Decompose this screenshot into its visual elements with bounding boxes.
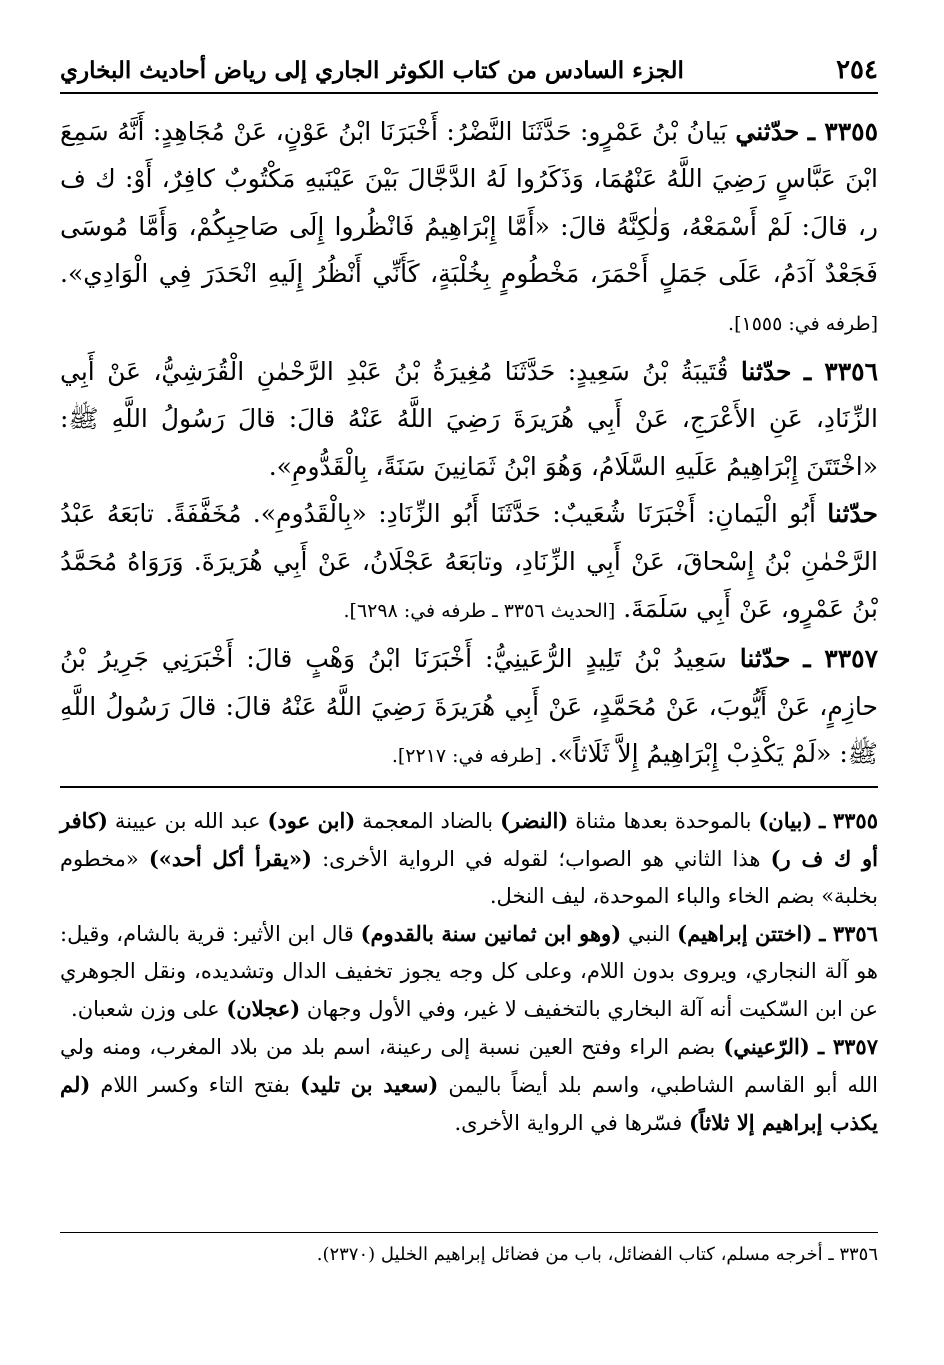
running-title: الجزء السادس من كتاب الكوثر الجاري إلى رياض أحاديث البخاري bbox=[60, 56, 684, 84]
note-keyword: (بيان) bbox=[758, 808, 813, 833]
hadith-opening: حدّثني bbox=[735, 117, 800, 146]
commentary-section bbox=[60, 802, 878, 1142]
hadith-text: بَيانُ بْنُ عَمْرٍو: حَدَّثَنَا النَّضْرُ: أَخْبَرَنَا ابْنُ عَوْنٍ، عَنْ مُجَاهِدٍ: أَنَّهُ سَمِعَ ابْنَ عَبَّاسٍ رَضِيَ اللَّهُ عَنْهُمَا، وَذَكَرُوا لَهُ الدَّجَّالَ بَيْنَ عَيْنَيهِ مَكْتُوبٌ كافِرٌ، أَوْ: ك ف ر، قالَ: لَمْ أَسْمَعْهُ، وَلٰكِنَّهُ قالَ: «أَمَّا إِبْرَاهِيمُ فَانْظُروا إِلَى صَاحِبِكُمْ، وَأَمَّا مُوسَى فَجَعْدٌ آدَمُ، عَلَى جَمَلٍ أَحْمَرَ، مَخْطُومٍ بِخُلْبَةٍ، كَأَنِّي أَنْظُرُ إِلَيهِ انْحَدَرَ فِي الْوَادِي». bbox=[60, 117, 878, 289]
hadith-reference: [طرفه في: ٢٢١٧]. bbox=[391, 745, 542, 768]
hadith-3356 bbox=[60, 348, 878, 490]
note-keyword: (اختتن إبراهيم) bbox=[677, 921, 813, 946]
note-3356 bbox=[60, 915, 878, 1028]
note-keyword: (النضر) bbox=[500, 808, 569, 833]
note-text: بضم الراء وفتح العين نسبة إلى رعينة، اسم بلد من بلاد المغرب، ومنه ولي الله أبو القاسم الشاطبي، واسم بلد أيضاً باليمن bbox=[60, 1035, 878, 1097]
note-text: بالضاد المعجمة bbox=[355, 809, 501, 833]
note-text: هذا الثاني هو الصواب؛ لقوله في الرواية الأخرى: bbox=[311, 847, 771, 871]
footnote: ٣٣٥٦ ـ أخرجه مسلم، كتاب الفضائل، باب من فضائل إبراهيم الخليل (٢٣٧٠). bbox=[316, 1244, 878, 1265]
note-text: بفتح التاء وكسر اللام bbox=[90, 1073, 300, 1097]
note-3355 bbox=[60, 802, 878, 915]
hadith-3357 bbox=[60, 635, 878, 780]
note-number: ٣٣٥٥ ـ bbox=[819, 808, 878, 833]
hadith-number: ٣٣٥٦ ـ bbox=[803, 357, 878, 387]
note-number: ٣٣٥٧ ـ bbox=[817, 1034, 878, 1059]
hadith-text: سَعِيدُ بْنُ تَلِيدٍ الرُّعَينِيُّ: أَخْبَرَنَا ابْنُ وَهْبٍ قالَ: أَخْبَرَنِي جَرِيرُ بْنُ حازِمٍ، عَنْ أَيُّوبَ، عَنْ مُحَمَّدٍ، عَنْ أَبِي هُرَيرَةَ رَضِيَ اللَّهُ عَنْهُ قالَ: قالَ رَسُولُ اللَّهِ ﷺ: «لَمْ يَكْذِبْ إِبْرَاهِيمُ إِلاَّ ثَلَاثاً». bbox=[60, 644, 878, 769]
note-text: النبي bbox=[621, 922, 678, 946]
note-keyword: (سعيد بن تليد) bbox=[300, 1072, 439, 1097]
hadith-text: أَبُو الْيَمانِ: أَخْبَرَنَا شُعَيبٌ: حَدَّثَنَا أَبُو الزِّنَادِ: «بِالْقَدُومِ». مُخَفَّفَةً. تابَعَهُ عَبْدُ الرَّحْمٰنِ بْنُ إِسْحاقَ، عَنْ أَبِي الزِّنَادِ، وتابَعَهُ عَجْلَانُ، عَنْ أَبِي هُرَيرَةَ. وَرَوَاهُ مُحَمَّدُ بْنُ عَمْرٍو، عَنْ أَبِي سَلَمَةَ. bbox=[60, 499, 878, 624]
note-keyword: (الرّعيني) bbox=[723, 1034, 810, 1059]
hadith-reference: [طرفه في: ١٥٥٥]. bbox=[728, 312, 878, 335]
note-number: ٣٣٥٦ ـ bbox=[819, 921, 878, 946]
note-text: عبد الله بن عيينة bbox=[107, 809, 268, 833]
note-text: قال ابن الأثير: قرية بالشام، وقيل: هو آلة النجاري، ويروى بدون اللام، وعلى كل وجه يجوز تخفيف الدال وتشديده، ونقل الجوهري عن ابن السّكيت أنه آلة البخاري بالتخفيف لا غير، وفي الأول وجهان bbox=[60, 922, 878, 1021]
hadith-opening: حدّثنا bbox=[740, 357, 792, 387]
note-3357 bbox=[60, 1028, 878, 1142]
page-header bbox=[60, 50, 878, 90]
note-keyword: (ابن عود) bbox=[267, 808, 356, 833]
note-keyword: (عجلان) bbox=[226, 996, 301, 1021]
hadith-text-section bbox=[60, 108, 878, 781]
note-keyword: («يقرأ أكل أحد») bbox=[148, 846, 312, 871]
footnote-divider bbox=[60, 1232, 878, 1233]
page-number: ٢٥٤ bbox=[836, 55, 878, 85]
note-keyword: (كافر أو ك ف ر) bbox=[60, 808, 878, 871]
hadith-number: ٣٣٥٧ ـ bbox=[803, 644, 878, 674]
note-text: بالموحدة بعدها مثناة bbox=[568, 809, 759, 833]
note-keyword: (وهو ابن ثمانين سنة بالقدوم) bbox=[360, 921, 622, 946]
commentary-divider bbox=[60, 786, 878, 788]
note-keyword: (لم يكذب إبراهيم إلا ثلاثاً) bbox=[60, 1072, 878, 1135]
hadith-number: ٣٣٥٥ ـ bbox=[807, 117, 879, 146]
note-text: «مخطوم بخلبة» بضم الخاء والباء الموحدة، ليف النخل. bbox=[60, 847, 878, 908]
hadith-opening: حدّثنا bbox=[739, 644, 791, 674]
hadith-reference: [الحديث ٣٣٥٦ ـ طرفه في: ٦٢٩٨]. bbox=[343, 600, 616, 623]
note-text: على وزن شعبان. bbox=[71, 997, 227, 1021]
hadith-3356-second-chain bbox=[60, 490, 878, 635]
hadith-opening: حدّثنا bbox=[827, 499, 878, 529]
hadith-3355 bbox=[60, 108, 878, 348]
hadith-text: قُتَيبَةُ بْنُ سَعِيدٍ: حَدَّثَنَا مُغِيرَةُ بْنُ عَبْدِ الرَّحْمٰنِ الْقُرَشِيُّ، عَنْ أَبِي الزِّنَادِ، عَنِ الأَعْرَجِ، عَنْ أَبِي هُرَيرَةَ رَضِيَ اللَّهُ عَنْهُ قالَ: قالَ رَسُولُ اللَّهِ ﷺ: «اخْتَتَنَ إِبْرَاهِيمُ عَلَيهِ السَّلَامُ، وَهُوَ ابْنُ ثَمَانِينَ سَنَةً، بِالْقَدُّومِ». bbox=[60, 357, 878, 481]
header-divider bbox=[60, 92, 878, 94]
note-text: فسّرها في الرواية الأخرى. bbox=[454, 1111, 689, 1135]
